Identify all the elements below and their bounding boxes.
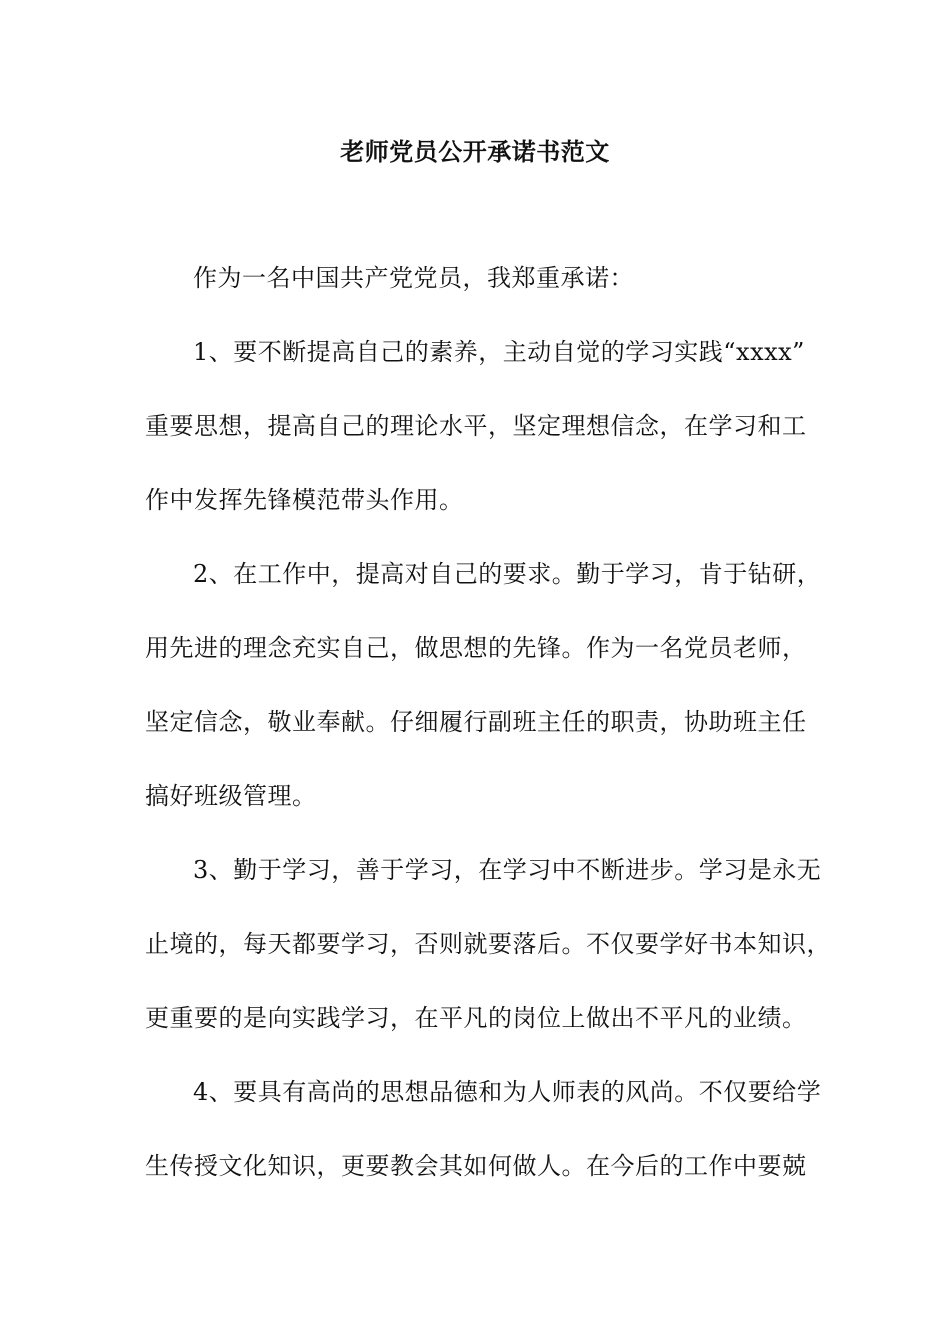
paragraph-1-line-3: 作中发挥先锋模范带头作用。 xyxy=(145,486,464,514)
paragraph-2-line-1: 2、在工作中，提高对自己的要求。勤于学习，肯于钻研， xyxy=(193,560,822,588)
paragraph-3-line-3: 更重要的是向实践学习，在平凡的岗位上做出不平凡的业绩。 xyxy=(145,1004,807,1032)
paragraph-3-line-1: 3、勤于学习，善于学习，在学习中不断进步。学习是永无 xyxy=(193,856,822,884)
paragraph-4-line-1: 4、要具有高尚的思想品德和为人师表的风尚。不仅要给学 xyxy=(193,1078,822,1106)
paragraph-2-line-3: 坚定信念，敬业奉献。仔细履行副班主任的职责，协助班主任 xyxy=(145,708,807,736)
paragraph-3-line-2: 止境的，每天都要学习，否则就要落后。不仅要学好书本知识， xyxy=(145,930,831,958)
paragraph-intro-line: 作为一名中国共产党党员，我郑重承诺： xyxy=(193,264,634,292)
document-title: 老师党员公开承诺书范文 xyxy=(340,137,610,166)
paragraph-4-line-2: 生传授文化知识，更要教会其如何做人。在今后的工作中要兢 xyxy=(145,1152,807,1180)
paragraph-1-line-2: 重要思想，提高自己的理论水平，坚定理想信念，在学习和工 xyxy=(145,412,807,440)
paragraph-1-line-1: 1、要不断提高自己的素养，主动自觉的学习实践“xxxx” xyxy=(193,338,805,366)
paragraph-2-line-2: 用先进的理念充实自己，做思想的先锋。作为一名党员老师， xyxy=(145,634,807,662)
paragraph-2-line-4: 搞好班级管理。 xyxy=(145,782,317,810)
